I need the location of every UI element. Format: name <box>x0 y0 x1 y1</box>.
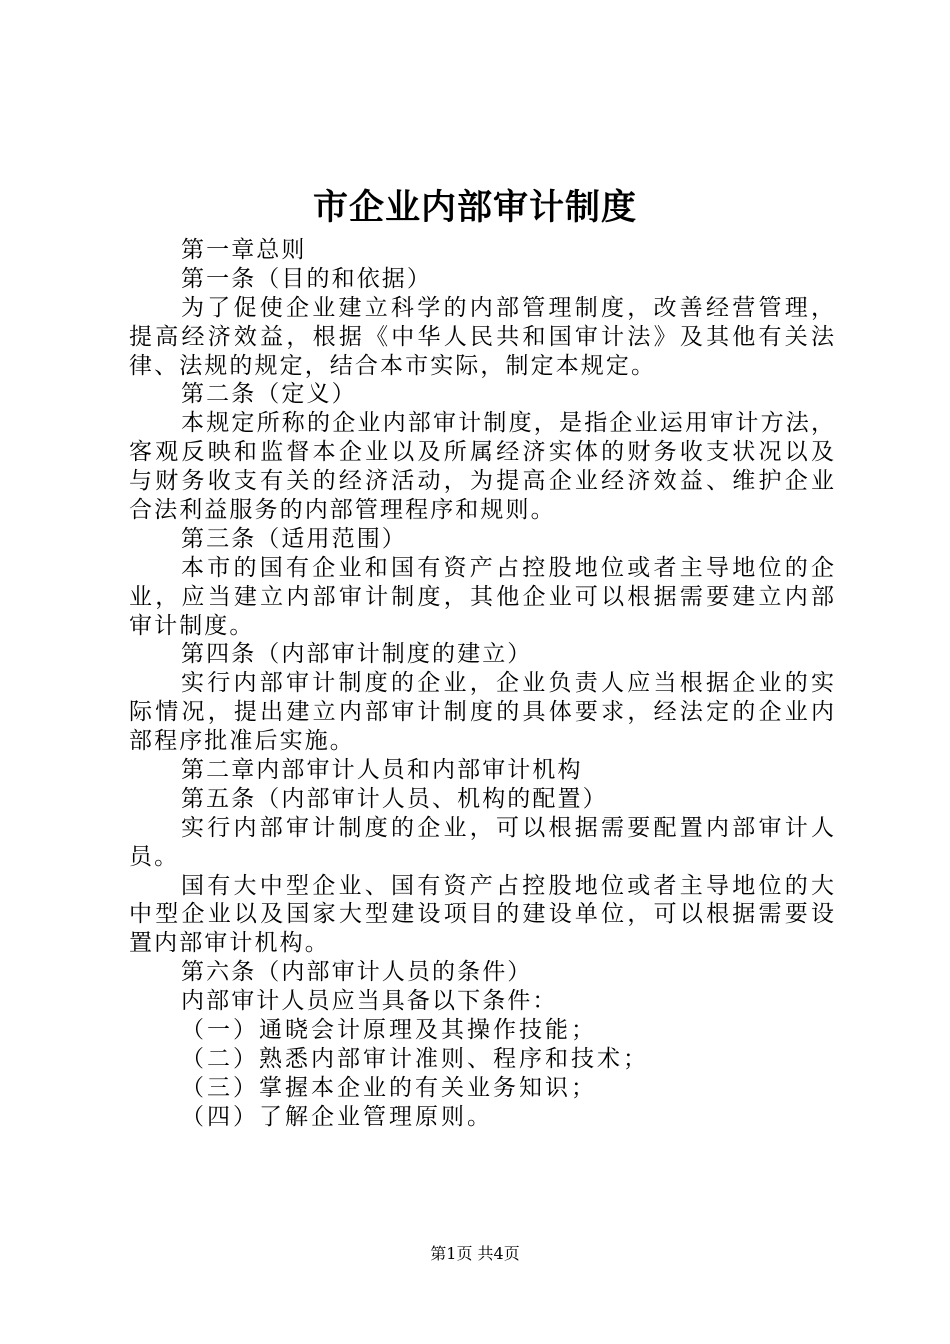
paragraph-line: 合法利益服务的内部管理程序和规则。 <box>129 497 556 524</box>
paragraph-line: 审计制度。 <box>129 612 255 639</box>
paragraph-line: 实行内部审计制度的企业，企业负责人应当根据企业的实 <box>181 670 834 697</box>
paragraph-line: 员。 <box>129 843 180 870</box>
paragraph-line: 部程序批准后实施。 <box>129 728 355 755</box>
article-heading: 第一条（目的和依据） <box>181 265 432 292</box>
paragraph-line: 与财务收支有关的经济活动，为提高企业经济效益、维护企业 <box>129 468 834 495</box>
paragraph-line: 律、法规的规定，结合本市实际，制定本规定。 <box>129 352 657 379</box>
paragraph-line: 置内部审计机构。 <box>129 930 330 957</box>
paragraph-line: 实行内部审计制度的企业，可以根据需要配置内部审计人 <box>181 814 834 841</box>
list-item: （二）熟悉内部审计准则、程序和技术； <box>181 1045 649 1072</box>
paragraph-line: 本规定所称的企业内部审计制度，是指企业运用审计方法， <box>181 410 834 437</box>
document-body <box>129 236 834 1132</box>
list-item: （三）掌握本企业的有关业务知识； <box>181 1074 597 1101</box>
paragraph-line: 提高经济效益，根据《中华人民共和国审计法》及其他有关法 <box>129 323 834 350</box>
paragraph-line: 为了促使企业建立科学的内部管理制度，改善经营管理， <box>181 294 834 321</box>
article-heading: 第五条（内部审计人员、机构的配置） <box>181 785 608 812</box>
chapter-heading: 第一章总则 <box>181 237 307 263</box>
list-item: （一）通晓会计原理及其操作技能； <box>181 1017 597 1044</box>
article-heading: 第三条（适用范围） <box>181 525 407 552</box>
paragraph-line: 中型企业以及国家大型建设项目的建设单位，可以根据需要设 <box>129 901 834 928</box>
chapter-heading: 第二章内部审计人员和内部审计机构 <box>181 757 583 784</box>
paragraph-line: 国有大中型企业、国有资产占控股地位或者主导地位的大 <box>181 872 834 899</box>
paragraph-line: 业，应当建立内部审计制度，其他企业可以根据需要建立内部 <box>129 583 834 610</box>
paragraph-line: 内部审计人员应当具备以下条件： <box>181 988 558 1015</box>
page-title: 市企业内部审计制度 <box>312 187 637 228</box>
article-heading: 第六条（内部审计人员的条件） <box>181 959 533 986</box>
page-footer: 第1页 共4页 <box>430 1244 520 1263</box>
paragraph-line: 客观反映和监督本企业以及所属经济实体的财务收支状况以及 <box>129 439 834 466</box>
article-heading: 第二条（定义） <box>181 381 357 408</box>
list-item: （四）了解企业管理原则。 <box>181 1103 493 1130</box>
paragraph-line: 际情况，提出建立内部审计制度的具体要求，经法定的企业内 <box>129 699 834 726</box>
article-heading: 第四条（内部审计制度的建立） <box>181 641 533 668</box>
paragraph-line: 本市的国有企业和国有资产占控股地位或者主导地位的企 <box>181 554 834 581</box>
